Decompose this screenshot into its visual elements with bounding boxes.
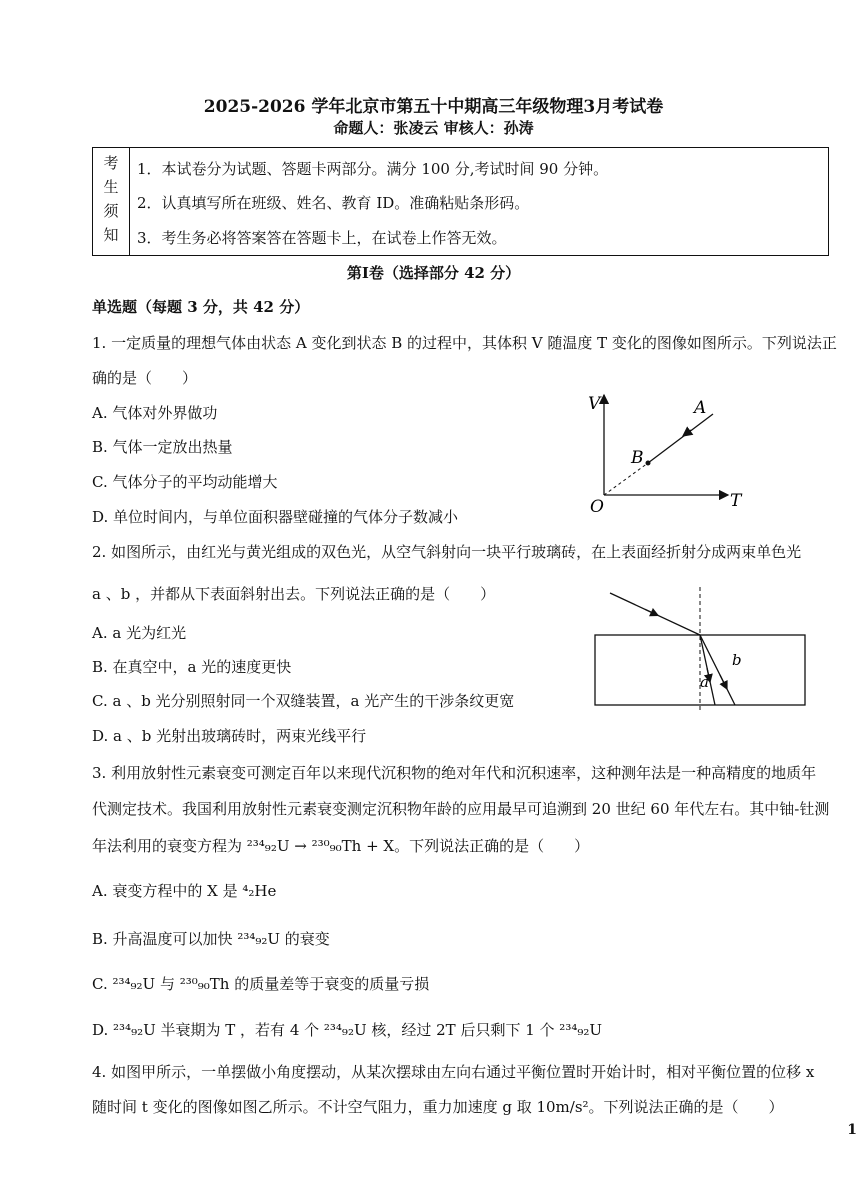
ray-b-arrow — [720, 675, 727, 689]
v-axis-label: V — [588, 394, 601, 414]
q2-option-d: D. a 、b 光射出玻璃砖时，两束光线平行 — [92, 727, 367, 745]
q2-stem: 2. 如图所示，由红光与黄光组成的双色光，从空气斜射向一块平行玻璃砖，在上表面经折射分成两束单色光 — [92, 543, 802, 561]
q1-option-a: A. 气体对外界做功 — [92, 404, 218, 422]
q1-stem: 1. 一定质量的理想气体由状态 A 变化到状态 B 的过程中，其体积 V 随温度 T 变化的图像如图所示。下列说法正 — [92, 334, 837, 352]
q1-option-d: D. 单位时间内，与单位面积器壁碰撞的气体分子数减小 — [92, 508, 459, 526]
notice-side-char: 考 — [103, 154, 119, 172]
q1-option-c: C. 气体分子的平均动能增大 — [92, 473, 278, 491]
point-b — [646, 461, 651, 466]
process-line-ab — [648, 414, 713, 463]
q2-option-b: B. 在真空中，a 光的速度更快 — [92, 658, 292, 676]
incident-direction-arrow — [645, 609, 658, 615]
q4-stem-cont: 随时间 t 变化的图像如图乙所示。不计空气阻力，重力加速度 g 取 10m/s²。下列说法正确的是（ ） — [92, 1098, 784, 1116]
notice-line: 2．认真填写所在班级、姓名、教育 ID。准确粘贴条形码。 — [137, 194, 530, 212]
process-direction-arrow — [683, 430, 691, 436]
q3-option-d: D. ²³⁴₉₂U 半衰期为 T ，若有 4 个 ²³⁴₉₂U 核，经过 2T 后只剩下 1 个 ²³⁴₉₂U — [92, 1021, 603, 1039]
t-axis-label: T — [730, 491, 742, 511]
point-a-label: A — [694, 398, 707, 418]
q3-option-b: B. 升高温度可以加快 ²³⁴₉₂U 的衰变 — [92, 930, 330, 948]
q1-option-b: B. 气体一定放出热量 — [92, 438, 233, 456]
page-number: 1 — [847, 1122, 857, 1138]
notice-side-char: 须 — [103, 202, 119, 220]
q2-option-a: A. a 光为红光 — [92, 624, 187, 642]
q2-glass-slab-figure — [590, 585, 815, 715]
exam-title: 2025-2026 学年北京市第五十中期高三年级物理3月考试卷 — [203, 97, 664, 117]
refracted-ray-b — [700, 635, 735, 705]
q3-stem: 3. 利用放射性元素衰变可测定百年以来现代沉积物的绝对年代和沉积速率，这种测年法是一种高精度的地质年 — [92, 764, 817, 782]
q1-stem-cont: 确的是（ ） — [92, 369, 198, 387]
notice-side-char: 知 — [103, 226, 119, 244]
q3-stem-equation: 年法利用的衰变方程为 ²³⁴₉₂U → ²³⁰₉₀Th + X。下列说法正确的是（ ） — [92, 837, 590, 855]
origin-label: O — [590, 497, 604, 517]
q3-option-a: A. 衰变方程中的 X 是 ⁴₂He — [92, 882, 277, 900]
q4-stem: 4. 如图甲所示，一单摆做小角度摆动，从某次摆球由左向右通过平衡位置时开始计时，相对平衡位置的位移 x — [92, 1063, 815, 1081]
q2-option-c: C. a 、b 光分别照射同一个双缝装置，a 光产生的干涉条纹更宽 — [92, 692, 515, 710]
q3-stem-cont: 代测定技术。我国利用放射性元素衰变测定沉积物年龄的应用最早可追溯到 20 世纪 60 年代左右。其中铀-钍测 — [92, 800, 830, 818]
notice-side-label — [93, 148, 130, 255]
exam-authors: 命题人：张凌云 审核人：孙涛 — [333, 119, 534, 137]
section-title: 第Ⅰ卷（选择部分 42 分） — [346, 264, 521, 282]
q1-vt-graph — [580, 385, 770, 520]
question-type-heading: 单选题（每题 3 分，共 42 分） — [92, 298, 310, 316]
notice-line: 3．考生务必将答案答在答题卡上，在试卷上作答无效。 — [137, 229, 507, 247]
notice-line: 1．本试卷分为试题、答题卡两部分。满分 100 分,考试时间 90 分钟。 — [137, 160, 609, 178]
ray-b-label: b — [732, 651, 742, 669]
q2-stem-cont: a 、b ，并都从下表面斜射出去。下列说法正确的是（ ） — [92, 585, 496, 603]
notice-side-char: 生 — [103, 178, 119, 196]
candidate-notice-box — [92, 147, 829, 256]
point-b-label: B — [631, 448, 644, 468]
ray-a-label: a — [700, 673, 709, 691]
q3-option-c: C. ²³⁴₉₂U 与 ²³⁰₉₀Th 的质量差等于衰变的质量亏损 — [92, 975, 430, 993]
